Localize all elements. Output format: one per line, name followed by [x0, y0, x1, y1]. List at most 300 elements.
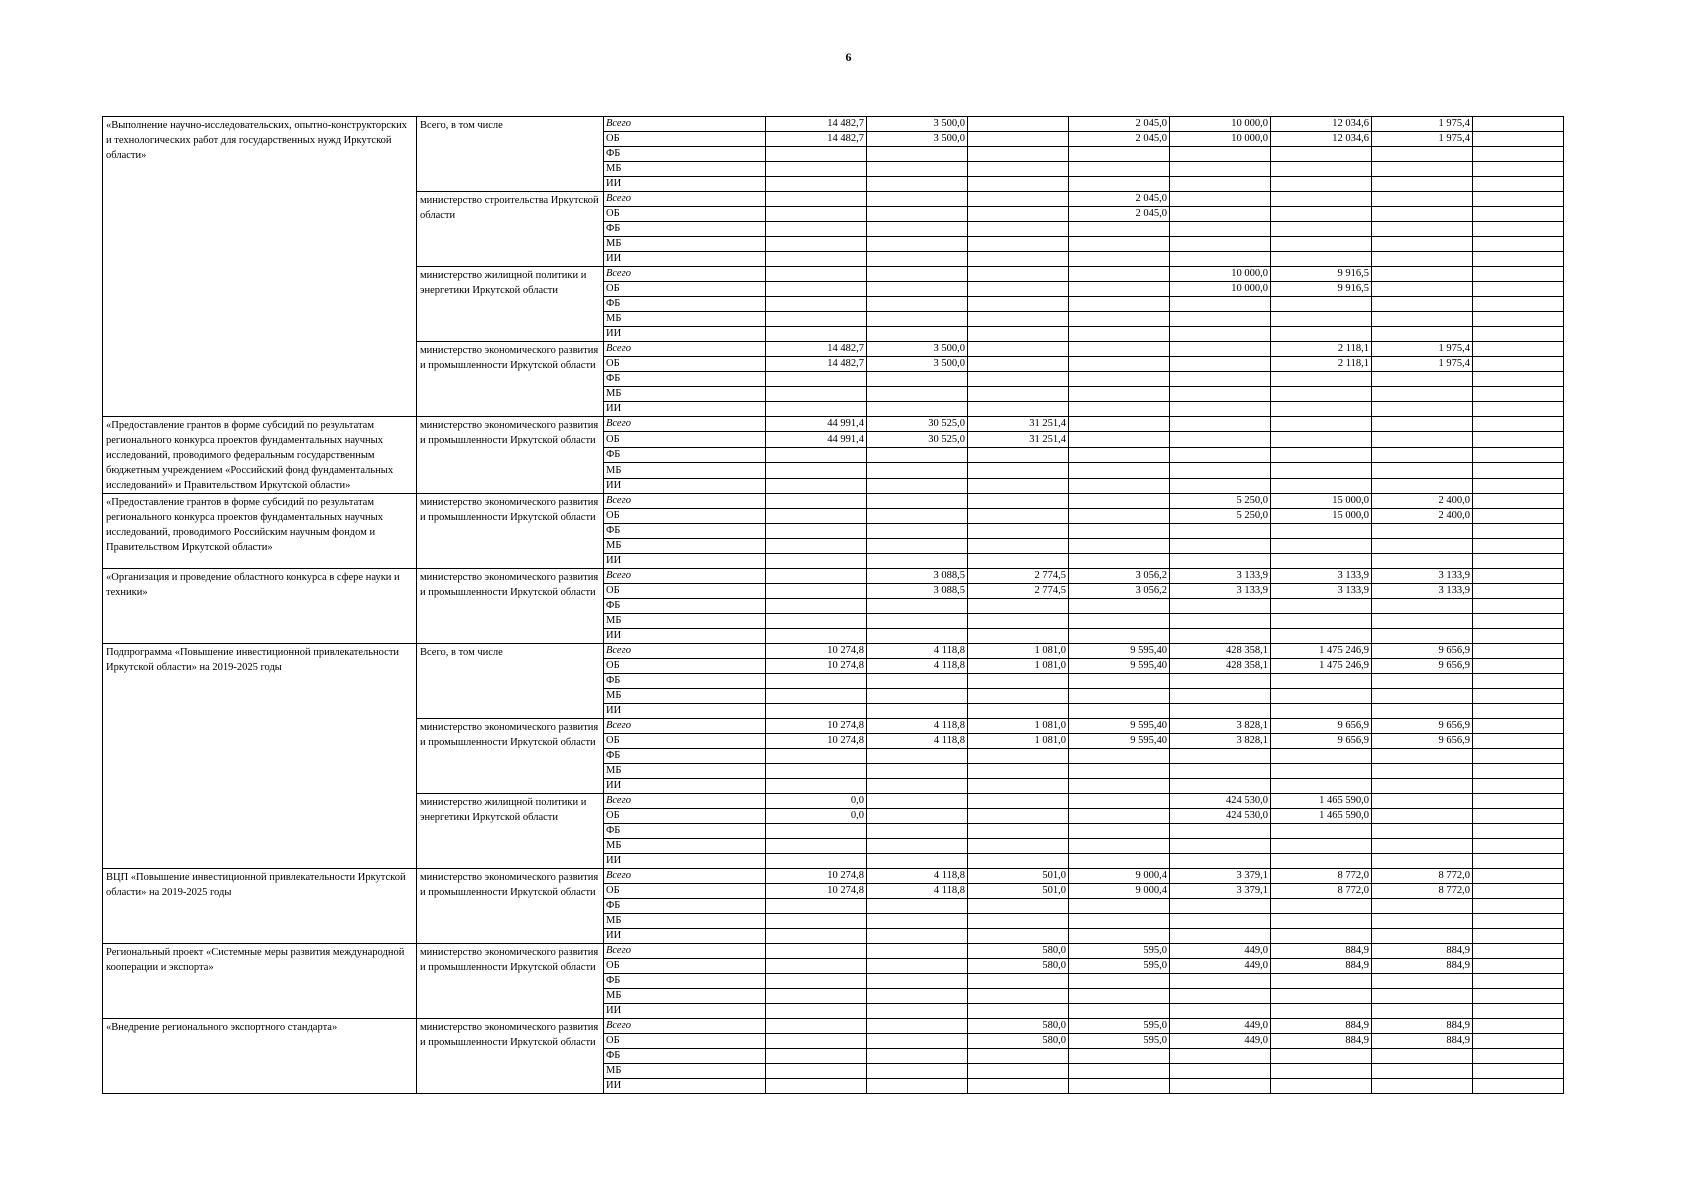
amount-cell [1372, 327, 1473, 342]
amount-cell [1473, 1064, 1564, 1079]
amount-cell [968, 342, 1069, 357]
amount-cell [968, 297, 1069, 312]
amount-cell [1069, 1064, 1170, 1079]
amount-cell [867, 704, 968, 719]
amount-cell: 2 118,1 [1271, 357, 1372, 372]
amount-cell: 3 056,2 [1069, 584, 1170, 599]
amount-cell: 424 530,0 [1170, 809, 1271, 824]
amount-cell [867, 494, 968, 509]
amount-cell [1170, 1079, 1271, 1094]
amount-cell [867, 282, 968, 297]
amount-cell [1069, 689, 1170, 704]
amount-cell: 1 475 246,9 [1271, 644, 1372, 659]
amount-cell [867, 944, 968, 959]
amount-cell [766, 222, 867, 237]
amount-cell [1473, 524, 1564, 539]
amount-cell [867, 539, 968, 554]
amount-cell: 501,0 [968, 884, 1069, 899]
amount-cell [1271, 764, 1372, 779]
amount-cell [1372, 267, 1473, 282]
amount-cell [1069, 342, 1170, 357]
amount-cell [1372, 417, 1473, 432]
amount-cell [968, 192, 1069, 207]
amount-cell [1069, 327, 1170, 342]
amount-cell: 5 250,0 [1170, 509, 1271, 524]
amount-cell [1473, 719, 1564, 734]
amount-cell [1170, 989, 1271, 1004]
funding-source: ОБ [604, 584, 766, 599]
amount-cell [1271, 689, 1372, 704]
amount-cell [1271, 1079, 1372, 1094]
funding-source: МБ [604, 539, 766, 554]
amount-cell [1271, 177, 1372, 192]
funding-source: Всего [604, 644, 766, 659]
table-row [103, 117, 1564, 132]
funding-source: МБ [604, 689, 766, 704]
amount-cell [1069, 614, 1170, 629]
amount-cell [1372, 282, 1473, 297]
amount-cell: 12 034,6 [1271, 132, 1372, 147]
amount-cell [1069, 357, 1170, 372]
amount-cell [1069, 177, 1170, 192]
amount-cell [1473, 764, 1564, 779]
funding-source: ОБ [604, 509, 766, 524]
amount-cell [867, 854, 968, 869]
amount-cell [1170, 387, 1271, 402]
amount-cell [968, 929, 1069, 944]
funding-source: МБ [604, 914, 766, 929]
amount-cell: 884,9 [1372, 1034, 1473, 1049]
funding-source: Всего [604, 719, 766, 734]
amount-cell: 1 081,0 [968, 734, 1069, 749]
amount-cell: 3 133,9 [1170, 584, 1271, 599]
amount-cell [1473, 959, 1564, 974]
amount-cell [1372, 1064, 1473, 1079]
amount-cell: 30 525,0 [867, 417, 968, 432]
amount-cell [1170, 764, 1271, 779]
amount-cell: 9 595,40 [1069, 734, 1170, 749]
amount-cell: 1 081,0 [968, 644, 1069, 659]
funding-source: ОБ [604, 207, 766, 222]
section-title: «Выполнение научно-исследовательских, опытно-конструкторских и технологических работ для государственных нужд Иркутской области» [103, 117, 417, 417]
amount-cell [867, 177, 968, 192]
amount-cell: 580,0 [968, 1019, 1069, 1034]
amount-cell [867, 372, 968, 387]
amount-cell [1473, 944, 1564, 959]
amount-cell [1473, 1004, 1564, 1019]
amount-cell [766, 1034, 867, 1049]
amount-cell [1170, 252, 1271, 267]
executor-name: министерство экономического развития и промышленности Иркутской области [417, 1019, 604, 1094]
amount-cell [1170, 327, 1271, 342]
amount-cell [968, 599, 1069, 614]
amount-cell: 9 656,9 [1372, 644, 1473, 659]
amount-cell [968, 447, 1069, 462]
amount-cell: 3 500,0 [867, 342, 968, 357]
amount-cell [1271, 929, 1372, 944]
funding-source: ФБ [604, 447, 766, 462]
amount-cell [867, 162, 968, 177]
funding-source: Всего [604, 569, 766, 584]
amount-cell [1473, 929, 1564, 944]
amount-cell [1170, 447, 1271, 462]
amount-cell: 9 656,9 [1372, 719, 1473, 734]
amount-cell [766, 1079, 867, 1094]
section-title: Подпрограмма «Повышение инвестиционной привлекательности Иркутской области» на 2019-2025 годы [103, 644, 417, 869]
amount-cell [1069, 764, 1170, 779]
funding-source: Всего [604, 117, 766, 132]
amount-cell [1069, 989, 1170, 1004]
amount-cell [1473, 584, 1564, 599]
amount-cell: 8 772,0 [1372, 869, 1473, 884]
amount-cell [1473, 432, 1564, 447]
amount-cell [1069, 524, 1170, 539]
amount-cell [1473, 704, 1564, 719]
amount-cell [766, 478, 867, 493]
amount-cell [766, 614, 867, 629]
amount-cell [968, 854, 1069, 869]
amount-cell [1473, 463, 1564, 478]
amount-cell [1372, 222, 1473, 237]
amount-cell [766, 944, 867, 959]
amount-cell [766, 824, 867, 839]
amount-cell [1473, 629, 1564, 644]
amount-cell [1372, 432, 1473, 447]
funding-source: МБ [604, 989, 766, 1004]
amount-cell [1372, 599, 1473, 614]
amount-cell [1170, 432, 1271, 447]
funding-source: Всего [604, 342, 766, 357]
amount-cell [1372, 237, 1473, 252]
funding-source: ОБ [604, 809, 766, 824]
amount-cell [1473, 1034, 1564, 1049]
amount-cell [867, 252, 968, 267]
amount-cell [1069, 854, 1170, 869]
amount-cell [968, 463, 1069, 478]
amount-cell: 3 056,2 [1069, 569, 1170, 584]
amount-cell [867, 1049, 968, 1064]
amount-cell: 9 656,9 [1372, 659, 1473, 674]
amount-cell [766, 974, 867, 989]
amount-cell [1170, 689, 1271, 704]
amount-cell [1473, 839, 1564, 854]
amount-cell [867, 764, 968, 779]
amount-cell: 8 772,0 [1271, 869, 1372, 884]
amount-cell: 2 774,5 [968, 569, 1069, 584]
amount-cell [1372, 704, 1473, 719]
amount-cell [1473, 357, 1564, 372]
executor-name: министерство жилищной политики и энергетики Иркутской области [417, 267, 604, 342]
funding-source: ИИ [604, 629, 766, 644]
amount-cell [1069, 1004, 1170, 1019]
amount-cell [1372, 1079, 1473, 1094]
amount-cell [867, 614, 968, 629]
amount-cell [968, 629, 1069, 644]
amount-cell [766, 162, 867, 177]
amount-cell: 3 133,9 [1372, 569, 1473, 584]
funding-source: ФБ [604, 372, 766, 387]
amount-cell [766, 539, 867, 554]
amount-cell: 10 274,8 [766, 719, 867, 734]
funding-source: ИИ [604, 929, 766, 944]
funding-source: ОБ [604, 357, 766, 372]
amount-cell [1473, 297, 1564, 312]
amount-cell [766, 764, 867, 779]
amount-cell [1170, 417, 1271, 432]
amount-cell: 884,9 [1271, 959, 1372, 974]
amount-cell [1069, 674, 1170, 689]
amount-cell: 9 000,4 [1069, 869, 1170, 884]
amount-cell [1473, 779, 1564, 794]
amount-cell [1069, 509, 1170, 524]
funding-source: ИИ [604, 177, 766, 192]
amount-cell: 4 118,8 [867, 644, 968, 659]
amount-cell [968, 1049, 1069, 1064]
amount-cell [766, 674, 867, 689]
amount-cell: 3 379,1 [1170, 884, 1271, 899]
amount-cell [1473, 974, 1564, 989]
amount-cell [1170, 674, 1271, 689]
funding-source: ФБ [604, 147, 766, 162]
amount-cell: 595,0 [1069, 1034, 1170, 1049]
amount-cell [1069, 432, 1170, 447]
amount-cell [1170, 854, 1271, 869]
amount-cell: 3 500,0 [867, 117, 968, 132]
funding-source: Всего [604, 192, 766, 207]
amount-cell [1271, 478, 1372, 493]
funding-source: ОБ [604, 884, 766, 899]
amount-cell [766, 402, 867, 417]
amount-cell [1069, 629, 1170, 644]
funding-source: Всего [604, 869, 766, 884]
amount-cell [766, 1064, 867, 1079]
amount-cell [1372, 839, 1473, 854]
amount-cell: 1 975,4 [1372, 342, 1473, 357]
amount-cell: 884,9 [1372, 1019, 1473, 1034]
amount-cell [968, 402, 1069, 417]
amount-cell: 9 916,5 [1271, 267, 1372, 282]
amount-cell [1271, 222, 1372, 237]
amount-cell [1473, 132, 1564, 147]
amount-cell [968, 794, 1069, 809]
funding-source: МБ [604, 764, 766, 779]
amount-cell [1271, 779, 1372, 794]
amount-cell [968, 162, 1069, 177]
amount-cell [1372, 539, 1473, 554]
executor-name: министерство экономического развития и промышленности Иркутской области [417, 944, 604, 1019]
amount-cell: 1 475 246,9 [1271, 659, 1372, 674]
amount-cell [1372, 463, 1473, 478]
amount-cell [968, 117, 1069, 132]
amount-cell: 9 656,9 [1271, 719, 1372, 734]
amount-cell [1473, 644, 1564, 659]
amount-cell [766, 929, 867, 944]
amount-cell [1473, 794, 1564, 809]
amount-cell [968, 914, 1069, 929]
amount-cell [1170, 749, 1271, 764]
amount-cell [1069, 147, 1170, 162]
amount-cell [1372, 974, 1473, 989]
amount-cell [1271, 914, 1372, 929]
amount-cell: 4 118,8 [867, 884, 968, 899]
amount-cell [867, 974, 968, 989]
amount-cell [968, 749, 1069, 764]
amount-cell [968, 312, 1069, 327]
amount-cell [1271, 629, 1372, 644]
executor-name: министерство экономического развития и промышленности Иркутской области [417, 494, 604, 569]
amount-cell [867, 1019, 968, 1034]
amount-cell [1473, 884, 1564, 899]
amount-cell [968, 147, 1069, 162]
funding-table [102, 116, 1564, 1094]
amount-cell [1271, 402, 1372, 417]
amount-cell: 2 045,0 [1069, 207, 1170, 222]
funding-source: ИИ [604, 704, 766, 719]
amount-cell [1473, 1049, 1564, 1064]
amount-cell: 2 774,5 [968, 584, 1069, 599]
amount-cell [1473, 509, 1564, 524]
amount-cell [1473, 327, 1564, 342]
amount-cell [1473, 899, 1564, 914]
amount-cell [766, 1049, 867, 1064]
amount-cell: 10 274,8 [766, 884, 867, 899]
amount-cell: 449,0 [1170, 959, 1271, 974]
amount-cell [1170, 463, 1271, 478]
funding-source: ФБ [604, 749, 766, 764]
amount-cell [766, 387, 867, 402]
amount-cell [1069, 312, 1170, 327]
amount-cell [1271, 463, 1372, 478]
amount-cell: 3 828,1 [1170, 734, 1271, 749]
amount-cell [1069, 1049, 1170, 1064]
amount-cell [1271, 974, 1372, 989]
section-title: «Предоставление грантов в форме субсидий по результатам регионального конкурса проектов фундаментальных научных исследований, проводимого федеральным государственным бюджетным учреждением «Российский фонд фундаментальных исследований» и Правительством Иркутской области» [103, 417, 417, 494]
amount-cell [1473, 854, 1564, 869]
funding-source: ИИ [604, 1004, 766, 1019]
amount-cell [1473, 417, 1564, 432]
amount-cell: 14 482,7 [766, 357, 867, 372]
amount-cell [1372, 1049, 1473, 1064]
amount-cell: 1 975,4 [1372, 117, 1473, 132]
amount-cell: 3 828,1 [1170, 719, 1271, 734]
amount-cell: 884,9 [1271, 1019, 1372, 1034]
amount-cell [1271, 207, 1372, 222]
amount-cell [1271, 327, 1372, 342]
funding-source: ФБ [604, 297, 766, 312]
amount-cell [968, 478, 1069, 493]
amount-cell: 449,0 [1170, 1019, 1271, 1034]
table-body [103, 117, 1564, 1094]
amount-cell [1069, 809, 1170, 824]
funding-source: МБ [604, 162, 766, 177]
funding-source: ИИ [604, 779, 766, 794]
executor-name: министерство экономического развития и промышленности Иркутской области [417, 342, 604, 417]
amount-cell [1170, 207, 1271, 222]
funding-source: ИИ [604, 554, 766, 569]
amount-cell [766, 237, 867, 252]
amount-cell [766, 192, 867, 207]
amount-cell [867, 1004, 968, 1019]
amount-cell: 12 034,6 [1271, 117, 1372, 132]
amount-cell: 580,0 [968, 1034, 1069, 1049]
amount-cell [1473, 237, 1564, 252]
amount-cell [1372, 899, 1473, 914]
amount-cell: 14 482,7 [766, 132, 867, 147]
funding-source: ФБ [604, 599, 766, 614]
section-title: «Предоставление грантов в форме субсидий по результатам регионального конкурса проектов фундаментальных научных исследований, проводимого Российским научным фондом и Правительством Иркутской области» [103, 494, 417, 569]
amount-cell: 449,0 [1170, 944, 1271, 959]
amount-cell [1069, 402, 1170, 417]
amount-cell [1271, 1064, 1372, 1079]
amount-cell [968, 674, 1069, 689]
amount-cell [1271, 162, 1372, 177]
amount-cell [1271, 614, 1372, 629]
amount-cell [1069, 494, 1170, 509]
amount-cell [968, 327, 1069, 342]
funding-source: Всего [604, 944, 766, 959]
amount-cell [1372, 554, 1473, 569]
funding-source: ОБ [604, 432, 766, 447]
amount-cell [1170, 599, 1271, 614]
amount-cell [1473, 267, 1564, 282]
amount-cell: 2 045,0 [1069, 192, 1170, 207]
amount-cell: 4 118,8 [867, 659, 968, 674]
amount-cell [1473, 569, 1564, 584]
amount-cell [1170, 524, 1271, 539]
amount-cell [1473, 478, 1564, 493]
amount-cell [1069, 237, 1170, 252]
amount-cell: 501,0 [968, 869, 1069, 884]
amount-cell [1271, 539, 1372, 554]
amount-cell [867, 689, 968, 704]
amount-cell: 3 379,1 [1170, 869, 1271, 884]
amount-cell: 5 250,0 [1170, 494, 1271, 509]
amount-cell: 1 975,4 [1372, 357, 1473, 372]
amount-cell [1473, 447, 1564, 462]
amount-cell [1069, 447, 1170, 462]
table-row [103, 944, 1564, 959]
amount-cell: 44 991,4 [766, 432, 867, 447]
amount-cell [867, 509, 968, 524]
amount-cell [1372, 524, 1473, 539]
amount-cell [1271, 237, 1372, 252]
funding-source: МБ [604, 312, 766, 327]
amount-cell [968, 372, 1069, 387]
amount-cell [1271, 147, 1372, 162]
amount-cell [968, 539, 1069, 554]
amount-cell [1271, 704, 1372, 719]
amount-cell: 449,0 [1170, 1034, 1271, 1049]
amount-cell [968, 779, 1069, 794]
funding-source: МБ [604, 614, 766, 629]
amount-cell [867, 899, 968, 914]
amount-cell: 10 000,0 [1170, 132, 1271, 147]
amount-cell [968, 177, 1069, 192]
amount-cell [1170, 147, 1271, 162]
amount-cell: 10 274,8 [766, 659, 867, 674]
amount-cell: 1 465 590,0 [1271, 794, 1372, 809]
amount-cell [1473, 749, 1564, 764]
amount-cell: 9 916,5 [1271, 282, 1372, 297]
table-row [103, 644, 1564, 659]
amount-cell [1170, 914, 1271, 929]
amount-cell [1069, 387, 1170, 402]
funding-source: МБ [604, 1064, 766, 1079]
amount-cell [1170, 162, 1271, 177]
amount-cell: 3 500,0 [867, 357, 968, 372]
amount-cell [1069, 779, 1170, 794]
executor-name: Всего, в том числе [417, 644, 604, 719]
